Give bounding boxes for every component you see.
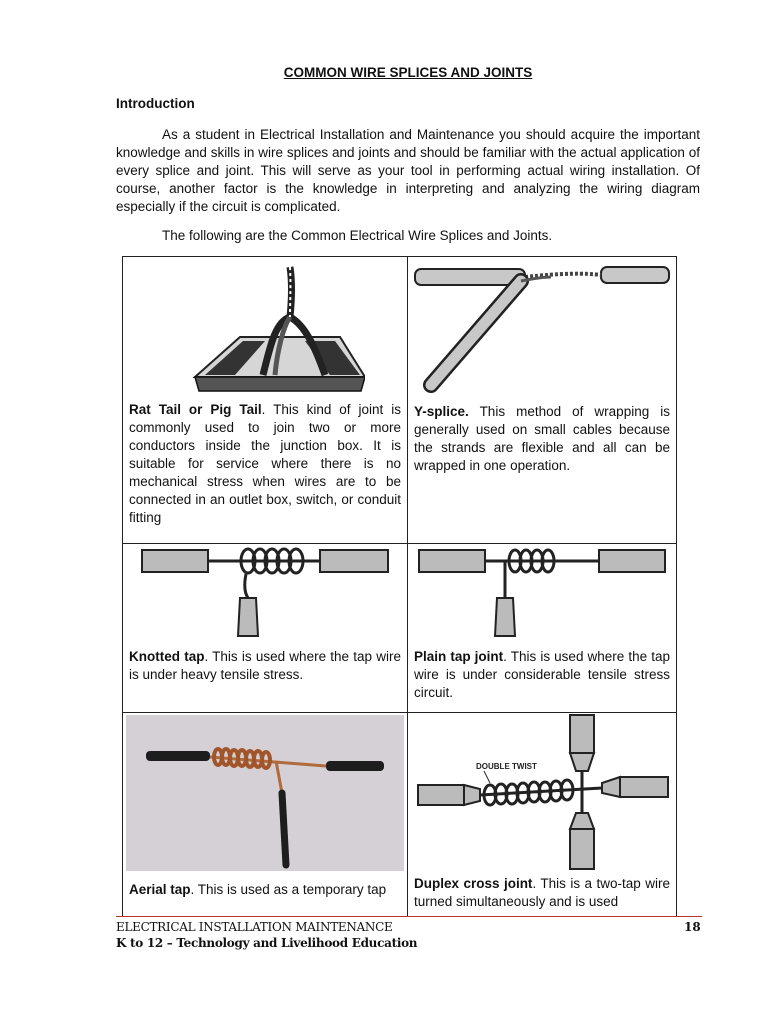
joint-cell-knotted-tap [123,544,408,713]
footer-course-title: ELECTRICAL INSTALLATION MAINTENANCE [116,920,393,934]
joints-table [122,256,677,917]
duplex-cross-caption: Duplex cross joint. This is a two-tap wire turned simultaneously and is used [414,876,670,909]
page-number: 18 [684,920,701,934]
rat-tail-caption: Rat Tail or Pig Tail. This kind of joint is commonly used to join two or more conductors inside the junction box. It is suitable for service where there is no mechanical stress when wires are to be connected in an outlet box, switch, or conduit fitting [129,402,401,525]
footer-rule [116,916,702,917]
intro-paragraph: As a student in Electrical Installation and Maintenance you should acquire the important knowledge and skills in wire splices and joints and should be familiar with the actual application of every splice and joint. This will serve as your tool in performing actual wiring installation. Of course, another factor is the knowledge in interpreting and analyzing the wiring diagram especially if the circuit is complicated. [116,127,700,214]
knotted-tap-caption: Knotted tap. This is used where the tap wire is under heavy tensile stress. [129,649,401,682]
joint-cell-duplex-cross [408,713,677,917]
y-splice-caption: Y-splice. This method of wrapping is generally used on small cables because the strands are flexible and all can be wrapped in one operation. [414,404,670,473]
duplex-cross-illustration [410,713,674,873]
double-twist-label: DOUBLE TWIST [476,762,537,771]
joint-cell-aerial-tap [123,713,408,917]
lead-in-text: The following are the Common Electrical Wire Splices and Joints. [162,228,553,243]
knotted-tap-illustration [140,544,390,640]
plain-tap-caption: Plain tap joint. This is used where the tap wire is under considerable tensile stress circuit. [414,649,670,700]
footer-program: K to 12 – Technology and Livelihood Education [116,936,418,950]
page-title: COMMON WIRE SPLICES AND JOINTS [283,65,533,80]
joint-cell-plain-tap [408,544,677,713]
aerial-tap-photo [126,715,404,871]
rat-tail-illustration [165,257,365,393]
joint-cell-rat-tail [123,257,408,544]
y-splice-illustration [411,257,673,397]
joint-cell-y-splice [408,257,677,544]
aerial-tap-caption: Aerial tap. This is used as a temporary tap [129,882,387,897]
plain-tap-illustration [415,544,669,640]
intro-heading: Introduction [116,96,195,111]
